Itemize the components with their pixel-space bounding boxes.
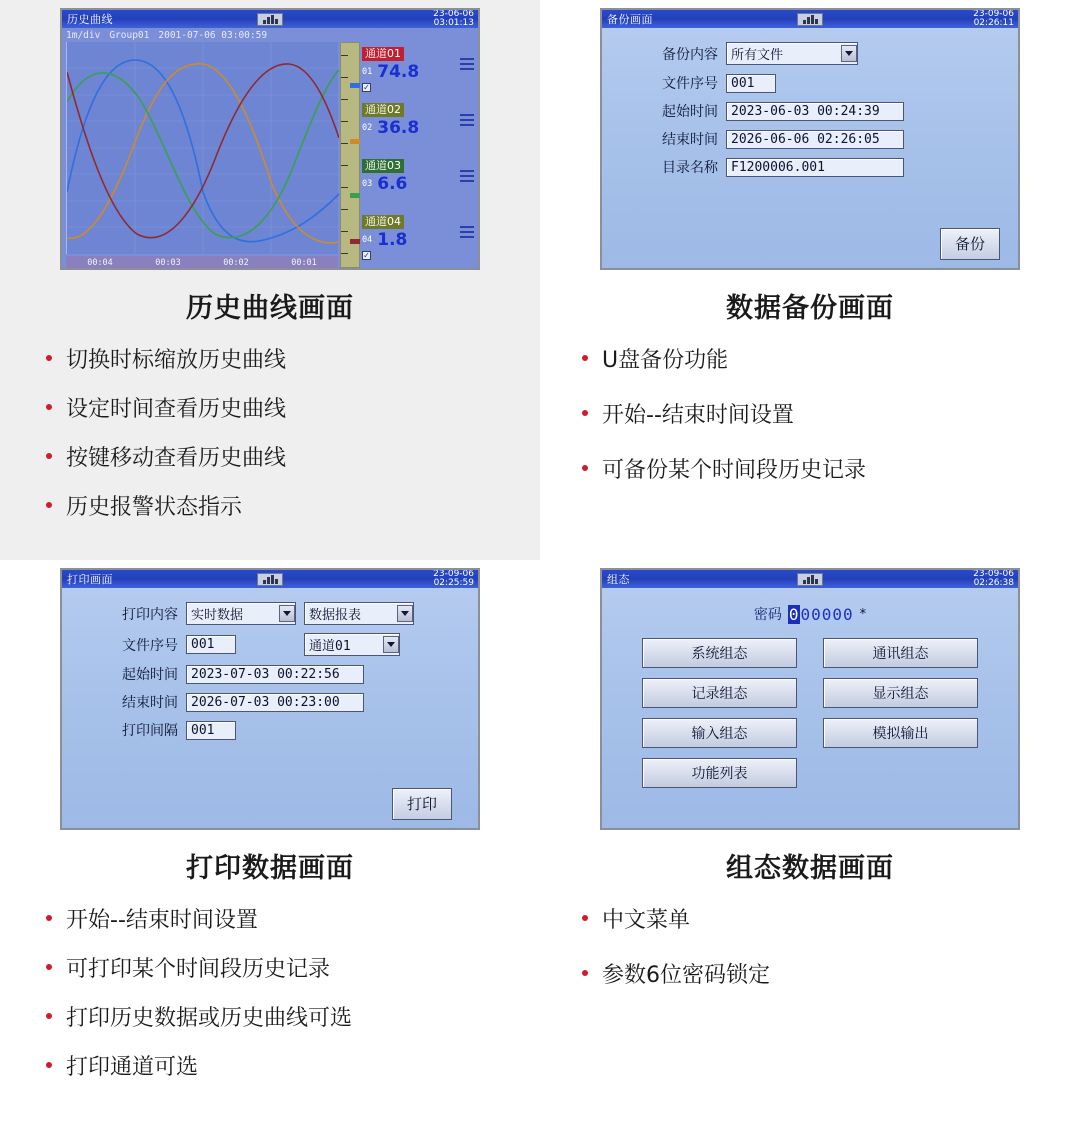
- select-print-report-value: 数据报表: [309, 608, 362, 623]
- print-form: [62, 588, 478, 830]
- config-clock: [973, 570, 1014, 588]
- label-dir-name: 目录名称: [662, 160, 718, 176]
- input-file-index[interactable]: 001: [186, 635, 236, 654]
- history-clock-time: 03:01:13: [433, 18, 474, 28]
- panel-history: [0, 0, 540, 560]
- backup-caption: 数据备份画面: [726, 293, 894, 324]
- print-titlebar: [62, 570, 478, 588]
- backup-screen-wrap: [540, 0, 1080, 270]
- backup-clock: [973, 10, 1014, 28]
- channel-bars-icon: [460, 114, 474, 129]
- backup-device-screen: [600, 8, 1020, 270]
- channel-item[interactable]: [362, 210, 478, 266]
- history-info-bar: [62, 28, 478, 42]
- channel-name: 通道04: [362, 215, 404, 229]
- channel-bars-icon: [460, 226, 474, 241]
- backup-titlebar: [602, 10, 1018, 28]
- input-end-time[interactable]: 2026-06-06 02:26:05: [726, 130, 904, 149]
- label-end-time: 结束时间: [662, 132, 718, 148]
- history-clock: [433, 10, 474, 28]
- select-backup-content[interactable]: [726, 42, 858, 65]
- select-print-channel-value: 通道01: [309, 639, 351, 654]
- config-button-function-list[interactable]: 功能列表: [642, 758, 797, 788]
- print-bullets: [0, 903, 540, 1081]
- select-print-report[interactable]: [304, 602, 414, 625]
- label-print-interval: 打印间隔: [122, 723, 178, 739]
- list-item: 中文菜单: [582, 903, 1080, 934]
- select-print-content-value: 实时数据: [191, 608, 244, 623]
- print-clock: [433, 570, 474, 588]
- panel-backup: [540, 0, 1080, 560]
- x-tick-0: 00:04: [87, 258, 113, 268]
- list-item: 打印通道可选: [46, 1050, 540, 1081]
- chevron-down-icon[interactable]: [383, 636, 399, 653]
- channel-index: 04: [362, 235, 373, 245]
- signal-icon: [257, 573, 283, 586]
- form-row-file-index: [602, 73, 1018, 93]
- form-row-end-time: [602, 129, 1018, 149]
- password-suffix: *: [859, 606, 867, 622]
- history-x-axis: [66, 256, 338, 270]
- channel-item[interactable]: [362, 42, 478, 98]
- chevron-down-icon[interactable]: [397, 605, 413, 622]
- config-button-system[interactable]: 系统组态: [642, 638, 797, 668]
- history-clock-date: 23-06-06: [433, 9, 474, 19]
- channel-value: 36.8: [377, 118, 420, 138]
- config-screen-wrap: [540, 560, 1080, 830]
- config-clock-date: 23-09-06: [973, 569, 1014, 579]
- config-title: 组态: [607, 573, 630, 586]
- password-label: 密码: [753, 607, 782, 623]
- list-item: 可打印某个时间段历史记录: [46, 952, 540, 983]
- config-button-grid: [602, 624, 1018, 788]
- history-screen-wrap: [0, 0, 540, 270]
- x-tick-3: 00:01: [291, 258, 317, 268]
- panel-print: [0, 560, 540, 1121]
- history-scale: 1m/div: [66, 29, 101, 41]
- print-clock-time: 02:25:59: [433, 578, 474, 588]
- history-device-screen: [60, 8, 480, 270]
- config-caption: 组态数据画面: [726, 853, 894, 884]
- history-scale-bar: [340, 42, 360, 268]
- form-row-start-time: [62, 664, 478, 684]
- select-print-channel[interactable]: [304, 633, 400, 656]
- print-device-screen: [60, 568, 480, 830]
- history-title: 历史曲线: [67, 13, 113, 26]
- password-row: [602, 598, 1018, 624]
- form-row-dir-name: [602, 157, 1018, 177]
- print-button[interactable]: 打印: [392, 788, 452, 820]
- form-row-start-time: [602, 101, 1018, 121]
- label-start-time: 起始时间: [122, 667, 178, 683]
- label-print-content: 打印内容: [122, 606, 178, 623]
- list-item: 打印历史数据或历史曲线可选: [46, 1001, 540, 1032]
- channel-value: 74.8: [377, 62, 420, 82]
- backup-form: [602, 28, 1018, 270]
- input-file-index[interactable]: 001: [726, 74, 776, 93]
- backup-title: 备份画面: [607, 13, 653, 26]
- input-start-time[interactable]: 2023-06-03 00:24:39: [726, 102, 904, 121]
- select-print-content[interactable]: [186, 602, 296, 625]
- config-button-display[interactable]: 显示组态: [823, 678, 978, 708]
- label-backup-content: 备份内容: [662, 46, 718, 63]
- config-titlebar: [602, 570, 1018, 588]
- channel-index: 02: [362, 123, 373, 133]
- label-file-index: 文件序号: [122, 637, 178, 654]
- history-group: Group01: [109, 29, 150, 41]
- config-bullets: [540, 903, 1080, 989]
- list-item: 开始--结束时间设置: [46, 903, 540, 934]
- channel-checkbox[interactable]: ✓: [363, 251, 370, 260]
- chevron-down-icon[interactable]: [841, 45, 857, 62]
- backup-bullets: [540, 343, 1080, 484]
- history-titlebar: [62, 10, 478, 28]
- channel-bars-icon: [460, 58, 474, 73]
- x-tick-2: 00:02: [223, 258, 249, 268]
- history-channel-list: [362, 42, 478, 268]
- list-item: 历史报警状态指示: [46, 490, 540, 521]
- history-plot[interactable]: [66, 42, 338, 254]
- print-screen-wrap: [0, 560, 540, 830]
- channel-name: 通道02: [362, 103, 404, 117]
- password-first-digit: 0: [788, 604, 800, 624]
- x-tick-1: 00:03: [155, 258, 181, 268]
- signal-icon: [797, 13, 823, 26]
- input-end-time[interactable]: 2026-07-03 00:23:00: [186, 693, 364, 712]
- panel-config: [540, 560, 1080, 1121]
- backup-action-wrap: [940, 233, 1000, 254]
- channel-value: 1.8: [377, 230, 408, 250]
- channel-item[interactable]: [362, 98, 478, 154]
- list-item: 按键移动查看历史曲线: [46, 441, 540, 472]
- list-item: 设定时间查看历史曲线: [46, 392, 540, 423]
- channel-name: 通道01: [362, 47, 404, 61]
- list-item: 参数6位密码锁定: [582, 958, 1080, 989]
- config-button-record[interactable]: 记录组态: [642, 678, 797, 708]
- label-end-time: 结束时间: [122, 695, 178, 711]
- label-file-index: 文件序号: [662, 76, 718, 92]
- config-clock-time: 02:26:38: [973, 578, 1014, 588]
- print-caption: 打印数据画面: [186, 853, 354, 884]
- list-item: 可备份某个时间段历史记录: [582, 453, 1080, 484]
- history-timestamp: 2001-07-06 03:00:59: [158, 29, 268, 41]
- label-start-time: 起始时间: [662, 104, 718, 120]
- backup-button[interactable]: 备份: [940, 228, 1000, 260]
- list-item: 切换时标缩放历史曲线: [46, 343, 540, 374]
- input-dir-name[interactable]: F1200006.001: [726, 158, 904, 177]
- channel-bars-icon: [460, 170, 474, 185]
- channel-index: 01: [362, 67, 373, 77]
- input-start-time[interactable]: 2023-07-03 00:22:56: [186, 665, 364, 684]
- config-button-input[interactable]: 输入组态: [642, 718, 797, 748]
- channel-item[interactable]: [362, 154, 478, 210]
- config-button-analog-output[interactable]: 模拟输出: [823, 718, 978, 748]
- channel-value: 6.6: [377, 174, 408, 194]
- channel-checkbox[interactable]: ✓: [363, 83, 370, 92]
- list-item: 开始--结束时间设置: [582, 398, 1080, 429]
- signal-icon: [257, 13, 283, 26]
- password-input[interactable]: [788, 605, 854, 624]
- password-rest: 00000: [800, 604, 854, 624]
- print-title: 打印画面: [67, 573, 113, 586]
- history-curves: [67, 42, 339, 254]
- print-clock-date: 23-09-06: [433, 569, 474, 579]
- form-row-file-index: [62, 633, 478, 656]
- list-item: U盘备份功能: [582, 343, 1080, 374]
- channel-index: 03: [362, 179, 373, 189]
- config-body: [602, 588, 1018, 830]
- form-row-backup-content: [602, 42, 1018, 65]
- select-backup-content-value: 所有文件: [731, 48, 784, 63]
- signal-icon: [797, 573, 823, 586]
- backup-clock-time: 02:26:11: [973, 18, 1014, 28]
- form-row-end-time: [62, 692, 478, 712]
- config-button-comm[interactable]: 通讯组态: [823, 638, 978, 668]
- backup-clock-date: 23-09-06: [973, 9, 1014, 19]
- config-device-screen: [600, 568, 1020, 830]
- form-row-print-content: [62, 602, 478, 625]
- history-bullets: [0, 343, 540, 521]
- history-body: [62, 28, 478, 270]
- input-print-interval[interactable]: 001: [186, 721, 236, 740]
- history-caption: 历史曲线画面: [186, 293, 354, 324]
- channel-name: 通道03: [362, 159, 404, 173]
- print-action-wrap: [392, 793, 452, 814]
- chevron-down-icon[interactable]: [279, 605, 295, 622]
- form-row-print-interval: [62, 720, 478, 740]
